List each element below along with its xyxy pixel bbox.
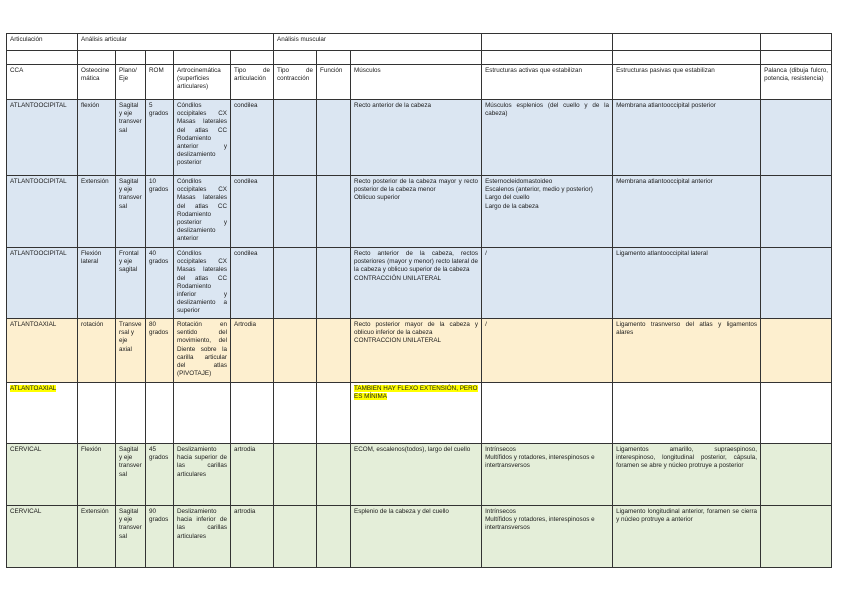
highlighted-articulacion: ATLANTOAXIAL: [10, 385, 57, 392]
cell-articulacion: CERVICAL: [7, 506, 78, 568]
cell-rom: 40 grados: [146, 248, 174, 319]
cell-articulacion: CERVICAL: [7, 444, 78, 506]
cell-tipo-articulacion: Artrodia: [231, 319, 274, 383]
cell-activas: Músculos esplenios (del cuello y de la cabeza): [482, 100, 613, 176]
cell-artrocinematica: Cóndilos occipitales CX Masas laterales del atlas CC Rodamiento anterior y deslizamiento posterior: [174, 100, 231, 176]
col-palanca: Palanca (dibuja fulcro, potencia, resistencia): [761, 65, 832, 100]
cell-articulacion: ATLANTOOCIPITAL: [7, 248, 78, 319]
cell-artrocinematica: Deslizamiento hacia inferior de las carillas articulares: [174, 506, 231, 568]
cell-funcion: [317, 176, 351, 248]
cell-tipo-contraccion: [274, 176, 317, 248]
cell-tipo-contraccion: [274, 506, 317, 568]
cell-articulacion: ATLANTOOCIPITAL: [7, 176, 78, 248]
header-empty: [613, 34, 761, 51]
cell-tipo-articulacion: condilea: [231, 248, 274, 319]
cell-funcion: [317, 100, 351, 176]
cell-palanca: [761, 319, 832, 383]
col-pasivas: Estructuras pasivas que estabilizan: [613, 65, 761, 100]
cell-tipo-contraccion: [274, 100, 317, 176]
cell-musculos: Esplenio de la cabeza y del cuello: [351, 506, 482, 568]
cell-rom: 45 grados: [146, 444, 174, 506]
cell-plano: Sagital y eje transversal: [116, 100, 146, 176]
cell-activas: Intrínsecos Multífidos y rotadores, interespinosos e intertransversos: [482, 506, 613, 568]
cell-musculos: ECOM, escalenos(todos), largo del cuello: [351, 444, 482, 506]
cell-palanca: [761, 506, 832, 568]
header-empty: [761, 34, 832, 51]
cell-movimiento: rotación: [78, 319, 116, 383]
cell-movimiento: flexión: [78, 100, 116, 176]
cell-plano: Sagital y eje transversal: [116, 444, 146, 506]
cell-rom: 90 grados: [146, 506, 174, 568]
cell-note: [351, 383, 482, 444]
table-row: [7, 444, 832, 506]
cell-pasivas: Ligamento longitudinal anterior, foramen se cierra y núcleo protruye a anterior: [613, 506, 761, 568]
header-analisis-muscular: Análisis muscular: [274, 34, 482, 51]
cell-artrocinematica: Cóndilos occipitales CX Masas laterales del atlas CC Rodamiento inferior y deslizamiento a superior: [174, 248, 231, 319]
cell-funcion: [317, 319, 351, 383]
header-analisis-articular: Análisis articular: [78, 34, 274, 51]
cell-pasivas: Ligamento atlantooccipital lateral: [613, 248, 761, 319]
cell-musculos: Recto posterior de la cabeza mayor y recto posterior de la cabeza menor Oblicuo superior: [351, 176, 482, 248]
col-tipo-articulacion: Tipo de articulación: [231, 65, 274, 100]
cell-movimiento: Flexión: [78, 444, 116, 506]
cell-funcion: [317, 444, 351, 506]
cell-tipo-contraccion: [274, 444, 317, 506]
spacer-row: [7, 51, 832, 65]
table-row: [7, 506, 832, 568]
cell-palanca: [761, 100, 832, 176]
cell-pasivas: Ligamento trasnverso del atlas y ligamentos alares: [613, 319, 761, 383]
column-header-row: [7, 65, 832, 100]
cell-tipo-contraccion: [274, 319, 317, 383]
cell-musculos: Recto posterior mayor de la cabeza y oblicuo inferior de la cabeza CONTRACCION UNILATERAL: [351, 319, 482, 383]
cell-articulacion: ATLANTOOCIPITAL: [7, 100, 78, 176]
col-artrocinematica: Artrocinemática (superficies articulares): [174, 65, 231, 100]
cell-articulacion: [7, 383, 78, 444]
col-rom: ROM: [146, 65, 174, 100]
table-row: [7, 383, 832, 444]
cell-artrocinematica: Deslizamiento hacia superior de las carillas articulares: [174, 444, 231, 506]
cell-pasivas: Membrana atlantooccipital anterior: [613, 176, 761, 248]
header-row: [7, 34, 832, 51]
cell-activas: /: [482, 248, 613, 319]
analysis-table: [6, 33, 832, 568]
cell-artrocinematica: Cóndilos occipitales CX Masas laterales del atlas CC Rodamiento posterior y deslizamiento anterior: [174, 176, 231, 248]
cell-movimiento: Flexión lateral: [78, 248, 116, 319]
cell-movimiento: Extensión: [78, 506, 116, 568]
cell-rom: 80 grados: [146, 319, 174, 383]
cell-activas: Esternocleidomastoideo Escalenos (anterior, medio y posterior) Largo del cuello Largo de la cabeza: [482, 176, 613, 248]
col-activas: Estructuras activas que estabilizan: [482, 65, 613, 100]
cell-tipo-articulacion: condilea: [231, 176, 274, 248]
cell-tipo-articulacion: condilea: [231, 100, 274, 176]
table-row: [7, 319, 832, 383]
cell-activas: /: [482, 319, 613, 383]
header-empty: [482, 34, 613, 51]
cell-plano: Transversal y eje axial: [116, 319, 146, 383]
cell-palanca: [761, 176, 832, 248]
cell-movimiento: Extensión: [78, 176, 116, 248]
cell-plano: Sagital y eje transversal: [116, 176, 146, 248]
table-row: [7, 100, 832, 176]
highlighted-note: TAMBIEN HAY FLEXO EXTENSIÓN, PERO ES MÍNIMA: [354, 385, 478, 401]
cell-palanca: [761, 248, 832, 319]
col-osteocinematica: Osteocine mática: [78, 65, 116, 100]
cell-funcion: [317, 506, 351, 568]
col-cca: CCA: [7, 65, 78, 100]
cell-pasivas: Membrana atlantooccipital posterior: [613, 100, 761, 176]
col-musculos: Músculos: [351, 65, 482, 100]
cell-plano: Sagital y eje transversal: [116, 506, 146, 568]
cell-tipo-articulacion: artrodia: [231, 444, 274, 506]
col-plano: Plano/ Eje: [116, 65, 146, 100]
cell-artrocinematica: Rotación en sentido del movimiento, del Diente sobre la carilla articular del atlas (PIVOTAJE): [174, 319, 231, 383]
table-row: [7, 248, 832, 319]
cell-tipo-articulacion: artrodia: [231, 506, 274, 568]
cell-musculos: Recto anterior de la cabeza: [351, 100, 482, 176]
cell-rom: 10 grados: [146, 176, 174, 248]
cell-pasivas: Ligamentos amarillo, supraespinoso, interespinoso, longitudinal posterior, cápsula, foramen se abre y núcleo protruye a posterior: [613, 444, 761, 506]
col-funcion: Función: [317, 65, 351, 100]
table-row: [7, 176, 832, 248]
cell-palanca: [761, 444, 832, 506]
header-articulacion: Articulación: [7, 34, 78, 51]
cell-plano: Frontal y eje sagital: [116, 248, 146, 319]
cell-musculos: Recto anterior de la cabeza, rectos posteriores (mayor y menor) recto lateral de la cabeza y oblicuo superior de la cabeza CONTRACCIÓN UNILATERAL: [351, 248, 482, 319]
cell-activas: Intrínsecos Multífidos y rotadores, interespinosos e intertransversos: [482, 444, 613, 506]
cell-rom: 5 grados: [146, 100, 174, 176]
col-tipo-contraccion: Tipo de contracción: [274, 65, 317, 100]
cell-articulacion: ATLANTOAXIAL: [7, 319, 78, 383]
cell-funcion: [317, 248, 351, 319]
cell-tipo-contraccion: [274, 248, 317, 319]
